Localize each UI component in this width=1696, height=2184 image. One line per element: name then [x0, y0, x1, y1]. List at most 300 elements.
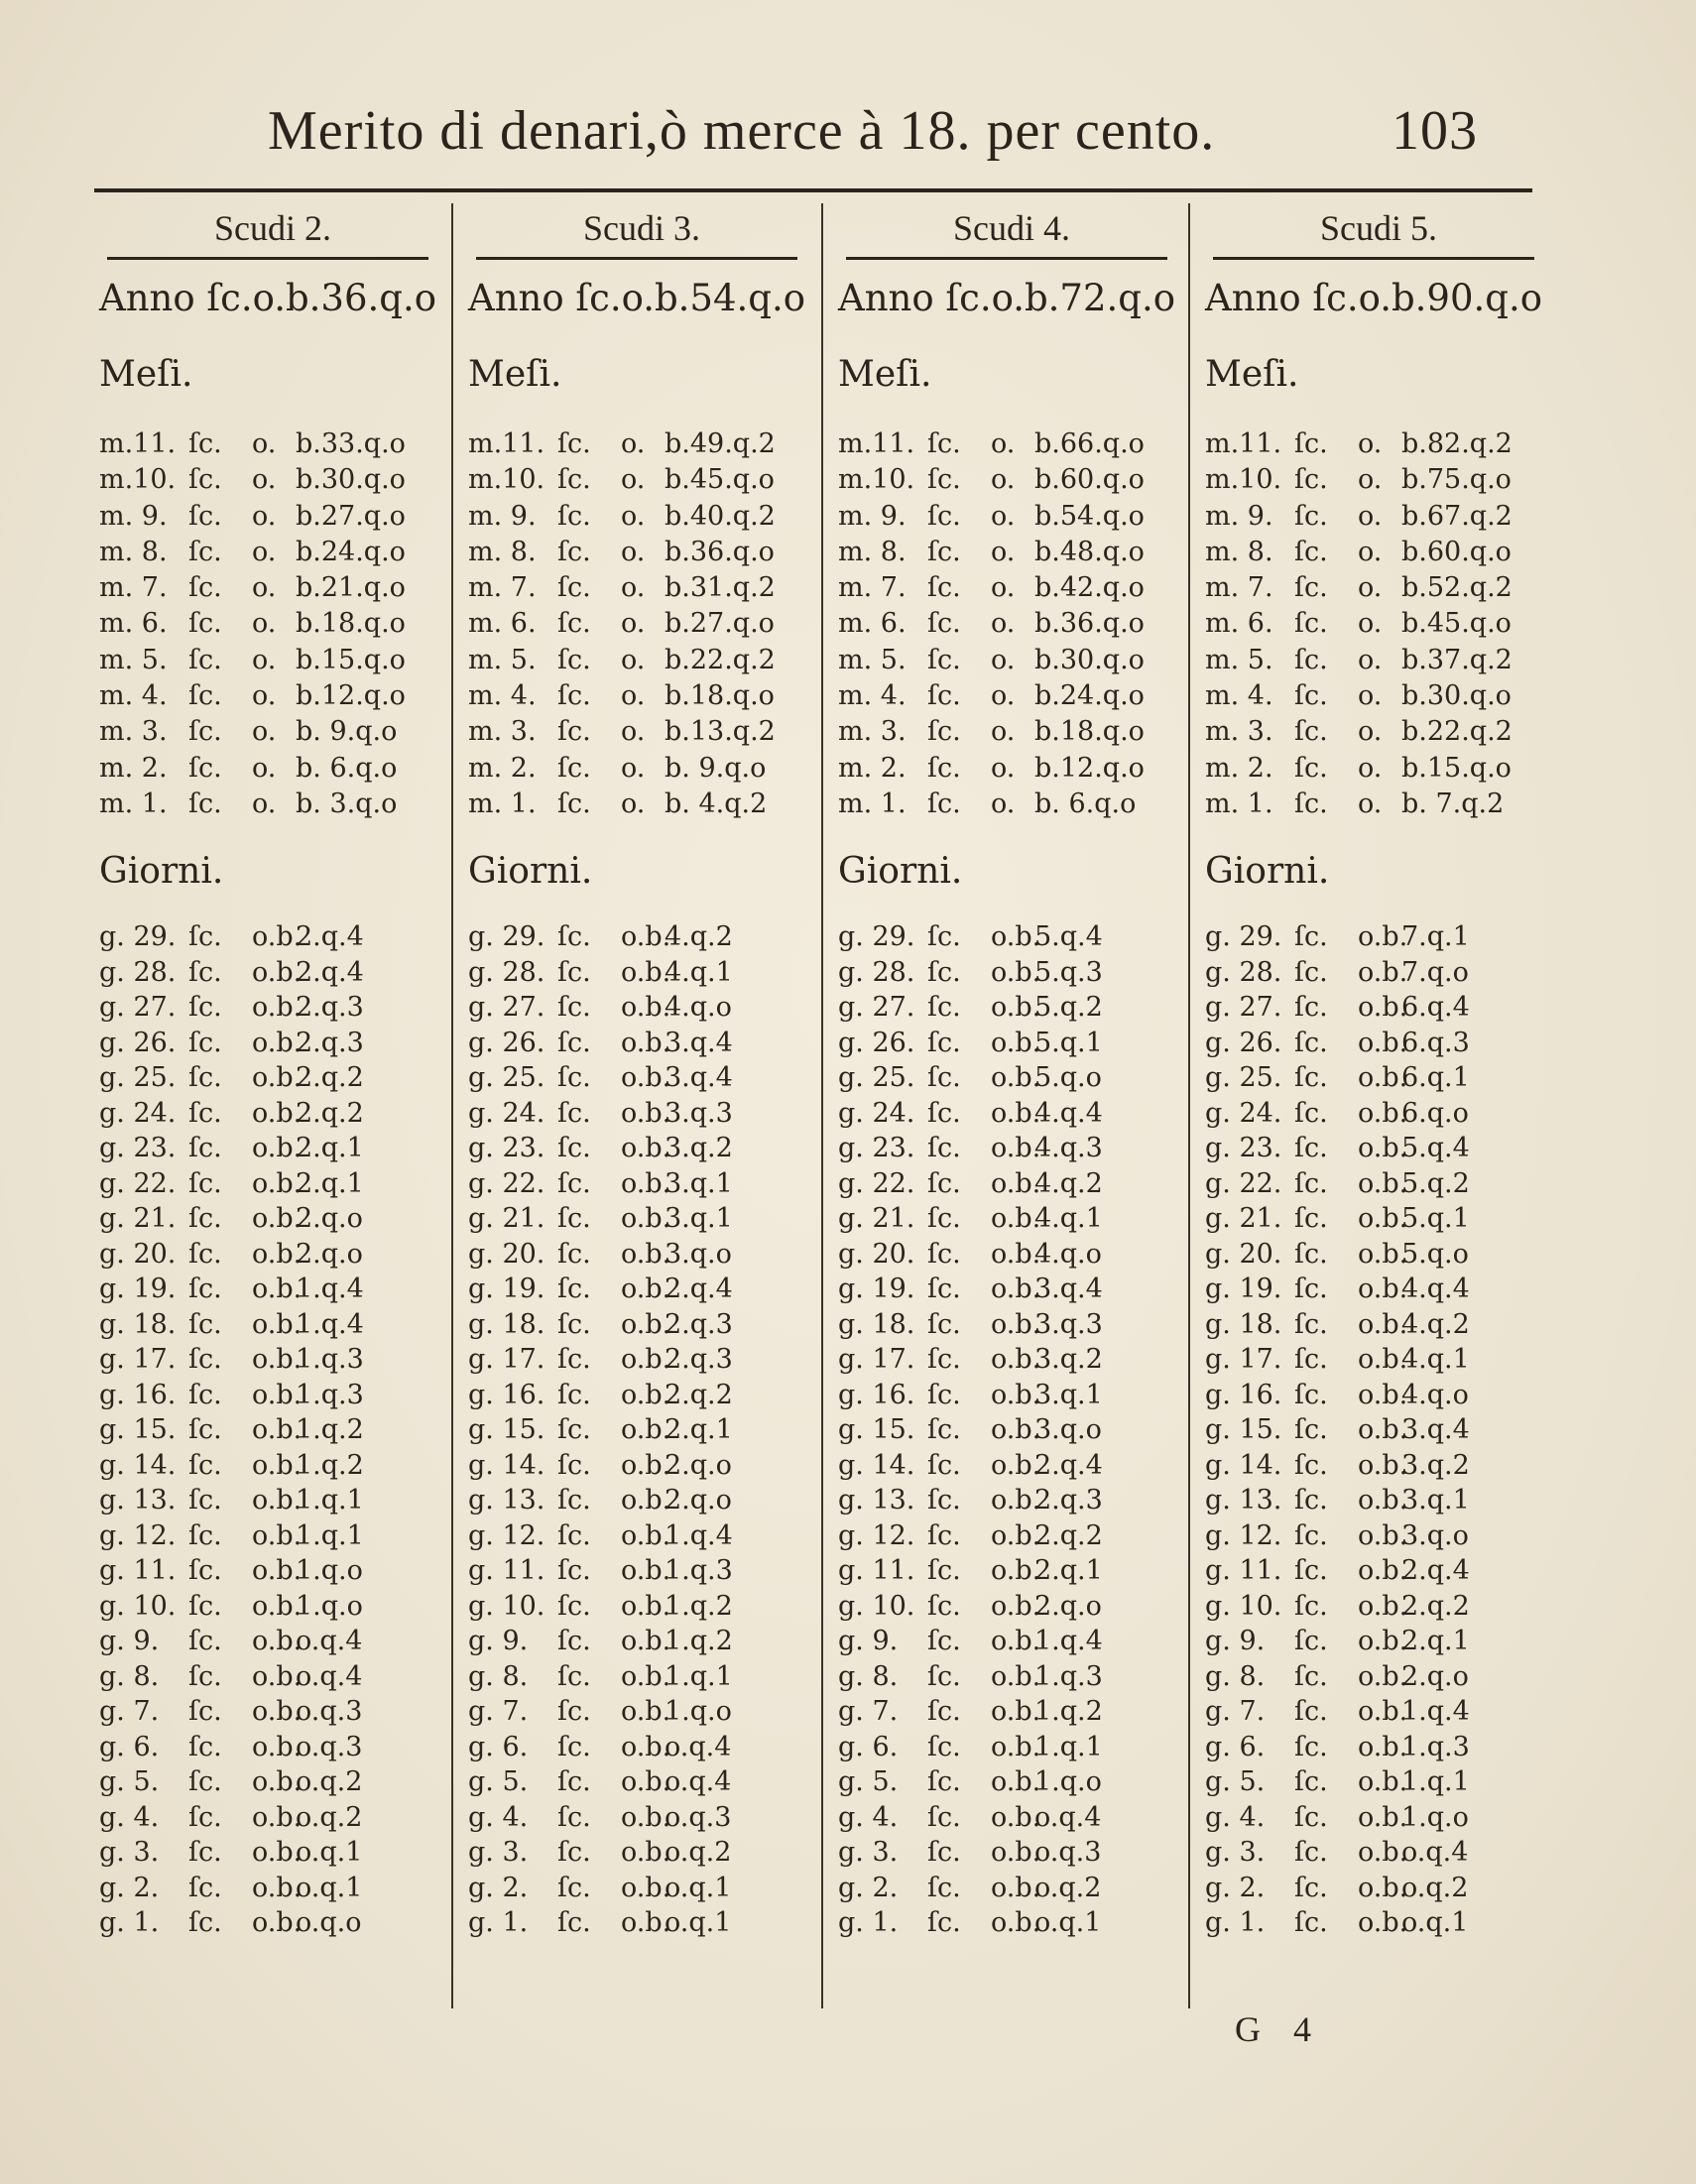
- table-row: [99, 1026, 446, 1061]
- table-cell: o.b.: [252, 1731, 303, 1762]
- table-cell: 2.q.2: [296, 1062, 364, 1094]
- table-cell: g. 29.: [1205, 921, 1282, 953]
- table-cell: g. 16.: [468, 1379, 545, 1410]
- table-row: [99, 919, 446, 955]
- table-cell: ſc.: [188, 644, 222, 675]
- table-cell: ſc.: [927, 1308, 961, 1340]
- table-cell: b.30.q.o: [1034, 644, 1145, 675]
- table-row: [1205, 462, 1552, 498]
- table-cell: o.b.: [252, 1485, 303, 1517]
- table-cell: ſc.: [188, 1274, 222, 1305]
- table-cell: ſc.: [927, 1062, 961, 1094]
- table-cell: m.10.: [468, 464, 545, 496]
- table-cell: 3.q.1: [1401, 1485, 1470, 1517]
- table-cell: ſc.: [1294, 1731, 1328, 1762]
- table-cell: o.: [252, 716, 277, 748]
- column-rule: [107, 257, 428, 260]
- table-row: [468, 1378, 815, 1413]
- table-cell: g. 4.: [838, 1801, 899, 1833]
- table-cell: o.b.: [991, 1519, 1041, 1551]
- table-cell: m. 2.: [468, 752, 537, 784]
- column-title: Scudi 3.: [582, 208, 700, 248]
- table-cell: 3.q.1: [665, 1203, 733, 1235]
- table-cell: o.b.: [621, 1414, 671, 1446]
- table-cell: m. 3.: [838, 716, 907, 748]
- table-cell: g. 24.: [838, 1097, 915, 1129]
- table-cell: m. 7.: [468, 572, 537, 604]
- table-cell: b.36.q.o: [665, 536, 775, 567]
- table-cell: o.b.: [252, 1414, 303, 1446]
- table-cell: ſc.: [1294, 921, 1328, 953]
- table-cell: 6.q.3: [1401, 1027, 1470, 1058]
- table-cell: 1.q.o: [296, 1555, 363, 1587]
- table-row: [468, 678, 815, 714]
- table-cell: 4.q.1: [665, 956, 733, 988]
- table-cell: 2.q.2: [296, 1097, 364, 1129]
- table-row: [1205, 787, 1552, 822]
- table-cell: o.b.: [991, 1801, 1041, 1833]
- table-row: [99, 714, 446, 750]
- table-row: [1205, 990, 1552, 1026]
- table-cell: o.b.: [252, 1590, 303, 1622]
- table-cell: ſc.: [1294, 992, 1328, 1024]
- table-cell: o.: [991, 428, 1016, 459]
- table-cell: ſc.: [557, 716, 591, 748]
- table-cell: g. 6.: [1205, 1731, 1266, 1762]
- table-row: [1205, 1553, 1552, 1589]
- table-cell: o.b.: [991, 1696, 1041, 1728]
- table-cell: ſc.: [188, 1907, 222, 1939]
- section-label-giorni: Giorni.: [99, 851, 224, 893]
- table-cell: b.75.q.o: [1401, 464, 1512, 496]
- table-cell: o.b.: [252, 1167, 303, 1199]
- table-cell: ſc.: [557, 1344, 591, 1376]
- table-row: [838, 1201, 1185, 1237]
- table-cell: ſc.: [188, 1485, 222, 1517]
- page-number: 103: [1392, 100, 1478, 162]
- table-row: [99, 1307, 446, 1343]
- table-cell: ſc.: [188, 536, 222, 567]
- table-cell: o.b.: [621, 1062, 671, 1094]
- table-cell: g. 10.: [99, 1590, 177, 1622]
- table-cell: ſc.: [1294, 1626, 1328, 1657]
- table-cell: o.q.3: [665, 1801, 732, 1833]
- table-column-scudi-2: [99, 203, 446, 2018]
- table-row: [99, 1659, 446, 1695]
- table-cell: o.b.: [621, 1660, 671, 1692]
- table-cell: g. 22.: [838, 1167, 915, 1199]
- table-row: [99, 1201, 446, 1237]
- table-cell: 1.q.o: [1034, 1766, 1102, 1798]
- table-cell: g. 26.: [838, 1027, 915, 1058]
- table-cell: ſc.: [1294, 1062, 1328, 1094]
- table-cell: 2.q.4: [1401, 1555, 1470, 1587]
- table-cell: ſc.: [927, 1097, 961, 1129]
- table-row: [1205, 714, 1552, 750]
- table-row: [838, 1764, 1185, 1800]
- table-cell: o.q.4: [1401, 1837, 1469, 1869]
- table-cell: m. 4.: [468, 680, 537, 712]
- table-cell: o.: [991, 464, 1016, 496]
- table-cell: o.b.: [1358, 1660, 1408, 1692]
- table-cell: g. 15.: [468, 1414, 545, 1446]
- table-cell: ſc.: [927, 1696, 961, 1728]
- table-cell: g. 12.: [99, 1519, 177, 1551]
- table-cell: m. 5.: [1205, 644, 1273, 675]
- table-cell: o.b.: [1358, 992, 1408, 1024]
- table-row: [99, 1624, 446, 1659]
- table-row: [1205, 1412, 1552, 1448]
- table-cell: 3.q.2: [665, 1133, 733, 1164]
- table-cell: ſc.: [927, 788, 961, 819]
- table-cell: g. 23.: [99, 1133, 177, 1164]
- table-cell: m.11.: [1205, 428, 1282, 459]
- table-cell: ſc.: [927, 1837, 961, 1869]
- table-cell: b.12.q.o: [296, 680, 406, 712]
- table-cell: o.b.: [252, 1555, 303, 1587]
- table-cell: o.: [621, 428, 646, 459]
- table-cell: g. 10.: [468, 1590, 545, 1622]
- table-cell: g. 3.: [99, 1837, 160, 1869]
- table-cell: ſc.: [927, 1485, 961, 1517]
- column-title: Scudi 2.: [213, 208, 331, 248]
- table-cell: g. 8.: [1205, 1660, 1266, 1692]
- table-cell: m.10.: [838, 464, 915, 496]
- table-cell: m. 7.: [838, 572, 907, 604]
- table-cell: o.b.: [252, 1344, 303, 1376]
- table-row: [99, 462, 446, 498]
- table-row: [99, 1342, 446, 1378]
- table-cell: o.b.: [1358, 1696, 1408, 1728]
- table-row: [1205, 1378, 1552, 1413]
- table-cell: 1.q.4: [1401, 1696, 1470, 1728]
- table-row: [99, 426, 446, 462]
- table-cell: o.: [991, 788, 1016, 819]
- table-cell: o.b.: [252, 1626, 303, 1657]
- table-cell: o.b.: [252, 956, 303, 988]
- table-cell: o.b.: [1358, 1308, 1408, 1340]
- table-cell: b.18.q.o: [665, 680, 775, 712]
- table-cell: 2.q.1: [296, 1167, 364, 1199]
- table-cell: m.10.: [1205, 464, 1282, 496]
- table-cell: m. 9.: [838, 500, 907, 532]
- table-cell: g. 4.: [99, 1801, 160, 1833]
- table-cell: g. 19.: [1205, 1274, 1282, 1305]
- table-cell: ſc.: [557, 1027, 591, 1058]
- section-label-mesi: Meſi.: [99, 354, 193, 395]
- table-row: [99, 1448, 446, 1484]
- table-cell: g. 3.: [468, 1837, 529, 1869]
- table-cell: o.: [621, 752, 646, 784]
- table-cell: g. 10.: [838, 1590, 915, 1622]
- table-cell: ſc.: [557, 1414, 591, 1446]
- table-row: [838, 570, 1185, 606]
- table-cell: ſc.: [557, 608, 591, 640]
- table-cell: ſc.: [557, 428, 591, 459]
- table-cell: o.b.: [621, 1837, 671, 1869]
- table-cell: g. 25.: [99, 1062, 177, 1094]
- table-cell: g. 22.: [468, 1167, 545, 1199]
- table-row: [1205, 1659, 1552, 1695]
- table-cell: ſc.: [188, 1801, 222, 1833]
- table-row: [1205, 1307, 1552, 1343]
- column-divider: [451, 203, 453, 2008]
- table-cell: ſc.: [557, 1555, 591, 1587]
- table-row: [1205, 1448, 1552, 1484]
- table-cell: 2.q.1: [665, 1414, 733, 1446]
- table-cell: b.30.q.o: [1401, 680, 1512, 712]
- table-cell: g. 14.: [468, 1449, 545, 1481]
- table-cell: ſc.: [1294, 1379, 1328, 1410]
- table-cell: 3.q.3: [1034, 1308, 1103, 1340]
- table-cell: m. 6.: [468, 608, 537, 640]
- table-row: [838, 1096, 1185, 1132]
- table-cell: ſc.: [1294, 1344, 1328, 1376]
- table-cell: g. 19.: [838, 1274, 915, 1305]
- table-row: [468, 787, 815, 822]
- table-cell: ſc.: [1294, 1414, 1328, 1446]
- table-cell: g. 23.: [468, 1133, 545, 1164]
- table-cell: b. 9.q.o: [296, 716, 398, 748]
- table-row: [838, 787, 1185, 822]
- table-cell: 1.q.o: [296, 1590, 363, 1622]
- table-row: [468, 535, 815, 570]
- table-cell: ſc.: [1294, 752, 1328, 784]
- table-row: [838, 955, 1185, 991]
- table-cell: o.: [621, 464, 646, 496]
- table-row: [1205, 1483, 1552, 1518]
- table-cell: g. 5.: [99, 1766, 160, 1798]
- table-cell: ſc.: [557, 1837, 591, 1869]
- table-cell: ſc.: [1294, 536, 1328, 567]
- table-row: [99, 535, 446, 570]
- table-cell: ſc.: [557, 788, 591, 819]
- table-cell: 5.q.o: [1034, 1062, 1102, 1094]
- table-cell: m. 7.: [99, 572, 168, 604]
- table-cell: o.b.: [991, 1308, 1041, 1340]
- table-cell: o.b.: [991, 1766, 1041, 1798]
- table-cell: ſc.: [557, 1449, 591, 1481]
- table-cell: ſc.: [1294, 1555, 1328, 1587]
- table-row: [99, 1835, 446, 1871]
- table-cell: 2.q.3: [665, 1344, 733, 1376]
- table-cell: m. 9.: [99, 500, 168, 532]
- table-cell: b.36.q.o: [1034, 608, 1145, 640]
- table-cell: g. 14.: [99, 1449, 177, 1481]
- table-cell: 1.q.3: [296, 1379, 364, 1410]
- table-cell: 2.q.4: [1034, 1449, 1103, 1481]
- table-cell: ſc.: [188, 608, 222, 640]
- table-row: [838, 1237, 1185, 1273]
- table-cell: m. 3.: [1205, 716, 1273, 748]
- table-cell: ſc.: [557, 752, 591, 784]
- table-cell: ſc.: [188, 1379, 222, 1410]
- table-row: [468, 1131, 815, 1166]
- table-cell: ſc.: [557, 1590, 591, 1622]
- table-cell: ſc.: [1294, 1203, 1328, 1235]
- table-row: [468, 1237, 815, 1273]
- table-row: [838, 1483, 1185, 1518]
- table-cell: 2.q.2: [665, 1379, 733, 1410]
- table-cell: g. 14.: [838, 1449, 915, 1481]
- table-cell: o.b.: [1358, 956, 1408, 988]
- table-cell: o.b.: [991, 1027, 1041, 1058]
- table-cell: ſc.: [557, 1379, 591, 1410]
- table-cell: ſc.: [188, 500, 222, 532]
- table-cell: ſc.: [188, 1414, 222, 1446]
- table-cell: g. 9.: [838, 1626, 899, 1657]
- table-cell: o.b.: [1358, 1379, 1408, 1410]
- table-cell: 5.q.1: [1401, 1203, 1470, 1235]
- table-cell: 2.q.3: [665, 1308, 733, 1340]
- table-cell: g. 28.: [99, 956, 177, 988]
- table-cell: o.b.: [621, 1555, 671, 1587]
- table-cell: g. 5.: [468, 1766, 529, 1798]
- table-cell: o.b.: [252, 992, 303, 1024]
- table-cell: 1.q.o: [665, 1696, 732, 1728]
- table-cell: o.b.: [1358, 921, 1408, 953]
- table-cell: o.b.: [1358, 1062, 1408, 1094]
- table-row: [1205, 499, 1552, 535]
- table-cell: g. 17.: [99, 1344, 177, 1376]
- table-row: [838, 990, 1185, 1026]
- table-cell: ſc.: [188, 1308, 222, 1340]
- table-cell: o.b.: [621, 1907, 671, 1939]
- table-row: [468, 1589, 815, 1625]
- table-row: [468, 1764, 815, 1800]
- table-cell: m.11.: [468, 428, 545, 459]
- column-divider: [821, 203, 823, 2008]
- table-cell: o.q.2: [296, 1766, 363, 1798]
- table-cell: ſc.: [557, 1485, 591, 1517]
- table-cell: g. 12.: [468, 1519, 545, 1551]
- table-row: [468, 462, 815, 498]
- table-cell: o.b.: [1358, 1133, 1408, 1164]
- table-cell: m. 2.: [1205, 752, 1273, 784]
- table-row: [1205, 1201, 1552, 1237]
- table-cell: ſc.: [927, 716, 961, 748]
- table-cell: ſc.: [927, 1731, 961, 1762]
- table-cell: o.: [991, 500, 1016, 532]
- table-cell: g. 16.: [838, 1379, 915, 1410]
- table-cell: o.b.: [621, 1203, 671, 1235]
- table-cell: m. 4.: [99, 680, 168, 712]
- table-cell: g. 29.: [468, 921, 545, 953]
- table-cell: 1.q.4: [296, 1274, 364, 1305]
- table-row: [99, 1378, 446, 1413]
- table-cell: 3.q.2: [1401, 1449, 1470, 1481]
- table-row: [838, 1871, 1185, 1906]
- table-row: [1205, 1131, 1552, 1166]
- table-cell: 1.q.3: [1034, 1660, 1103, 1692]
- table-cell: ſc.: [1294, 1485, 1328, 1517]
- table-cell: g. 13.: [468, 1485, 545, 1517]
- table-cell: m.11.: [838, 428, 915, 459]
- table-cell: g. 26.: [99, 1027, 177, 1058]
- table-cell: o.b.: [991, 1731, 1041, 1762]
- table-cell: o.b.: [1358, 1626, 1408, 1657]
- table-cell: o.q.4: [296, 1626, 363, 1657]
- table-cell: o.: [621, 608, 646, 640]
- table-cell: g. 4.: [1205, 1801, 1266, 1833]
- table-cell: o.: [991, 644, 1016, 675]
- table-cell: o.q.2: [296, 1801, 363, 1833]
- table-cell: 5.q.4: [1034, 921, 1103, 953]
- table-cell: g. 29.: [838, 921, 915, 953]
- table-cell: ſc.: [927, 572, 961, 604]
- table-cell: g. 5.: [838, 1766, 899, 1798]
- table-cell: o.b.: [991, 992, 1041, 1024]
- table-cell: 7.q.1: [1401, 921, 1470, 953]
- table-row: [99, 1800, 446, 1836]
- table-cell: ſc.: [1294, 1872, 1328, 1903]
- table-cell: b.67.q.2: [1401, 500, 1513, 532]
- table-cell: g. 20.: [838, 1238, 915, 1270]
- table-cell: 3.q.4: [665, 1062, 733, 1094]
- table-cell: g. 7.: [1205, 1696, 1266, 1728]
- table-cell: g. 8.: [468, 1660, 529, 1692]
- table-cell: m. 3.: [468, 716, 537, 748]
- table-cell: ſc.: [188, 1062, 222, 1094]
- table-cell: b. 6.q.o: [1034, 788, 1137, 819]
- table-cell: o.b.: [991, 1590, 1041, 1622]
- table-cell: b. 9.q.o: [665, 752, 767, 784]
- table-cell: o.b.: [621, 1238, 671, 1270]
- table-cell: g. 15.: [838, 1414, 915, 1446]
- table-cell: o.b.: [621, 1801, 671, 1833]
- table-cell: ſc.: [927, 428, 961, 459]
- table-cell: ſc.: [188, 680, 222, 712]
- table-cell: o.b.: [1358, 1731, 1408, 1762]
- table-cell: o.: [621, 572, 646, 604]
- table-cell: o.b.: [1358, 1555, 1408, 1587]
- table-cell: 4.q.o: [665, 992, 732, 1024]
- table-cell: g. 2.: [838, 1872, 899, 1903]
- table-row: [838, 462, 1185, 498]
- table-cell: g. 21.: [99, 1203, 177, 1235]
- table-cell: m. 4.: [838, 680, 907, 712]
- table-cell: ſc.: [188, 1519, 222, 1551]
- table-row: [1205, 606, 1552, 642]
- table-cell: ſc.: [557, 1801, 591, 1833]
- table-cell: ſc.: [1294, 680, 1328, 712]
- table-cell: g. 22.: [99, 1167, 177, 1199]
- table-cell: o.b.: [991, 1133, 1041, 1164]
- table-cell: ſc.: [927, 1660, 961, 1692]
- table-row: [99, 1905, 446, 1941]
- table-row: [468, 1026, 815, 1061]
- column-divider: [1188, 203, 1190, 2008]
- table-cell: o.q.1: [665, 1907, 732, 1939]
- table-row: [838, 1378, 1185, 1413]
- table-cell: 4.q.2: [665, 921, 733, 953]
- table-cell: 2.q.o: [665, 1485, 732, 1517]
- table-cell: ſc.: [557, 1731, 591, 1762]
- table-cell: o.: [252, 680, 277, 712]
- column-title: Scudi 4.: [952, 208, 1070, 248]
- table-row: [468, 1624, 815, 1659]
- table-row: [838, 1624, 1185, 1659]
- table-cell: 3.q.4: [1401, 1414, 1470, 1446]
- table-cell: b.49.q.2: [665, 428, 776, 459]
- table-cell: ſc.: [927, 1766, 961, 1798]
- page-title: Merito di denari,ò merce à 18. per cento.: [268, 100, 1216, 162]
- table-cell: o.b.: [1358, 1907, 1408, 1939]
- signature-mark: G 4: [1235, 2009, 1323, 2049]
- table-cell: o.b.: [1358, 1837, 1408, 1869]
- table-cell: b.13.q.2: [665, 716, 776, 748]
- table-cell: ſc.: [557, 1660, 591, 1692]
